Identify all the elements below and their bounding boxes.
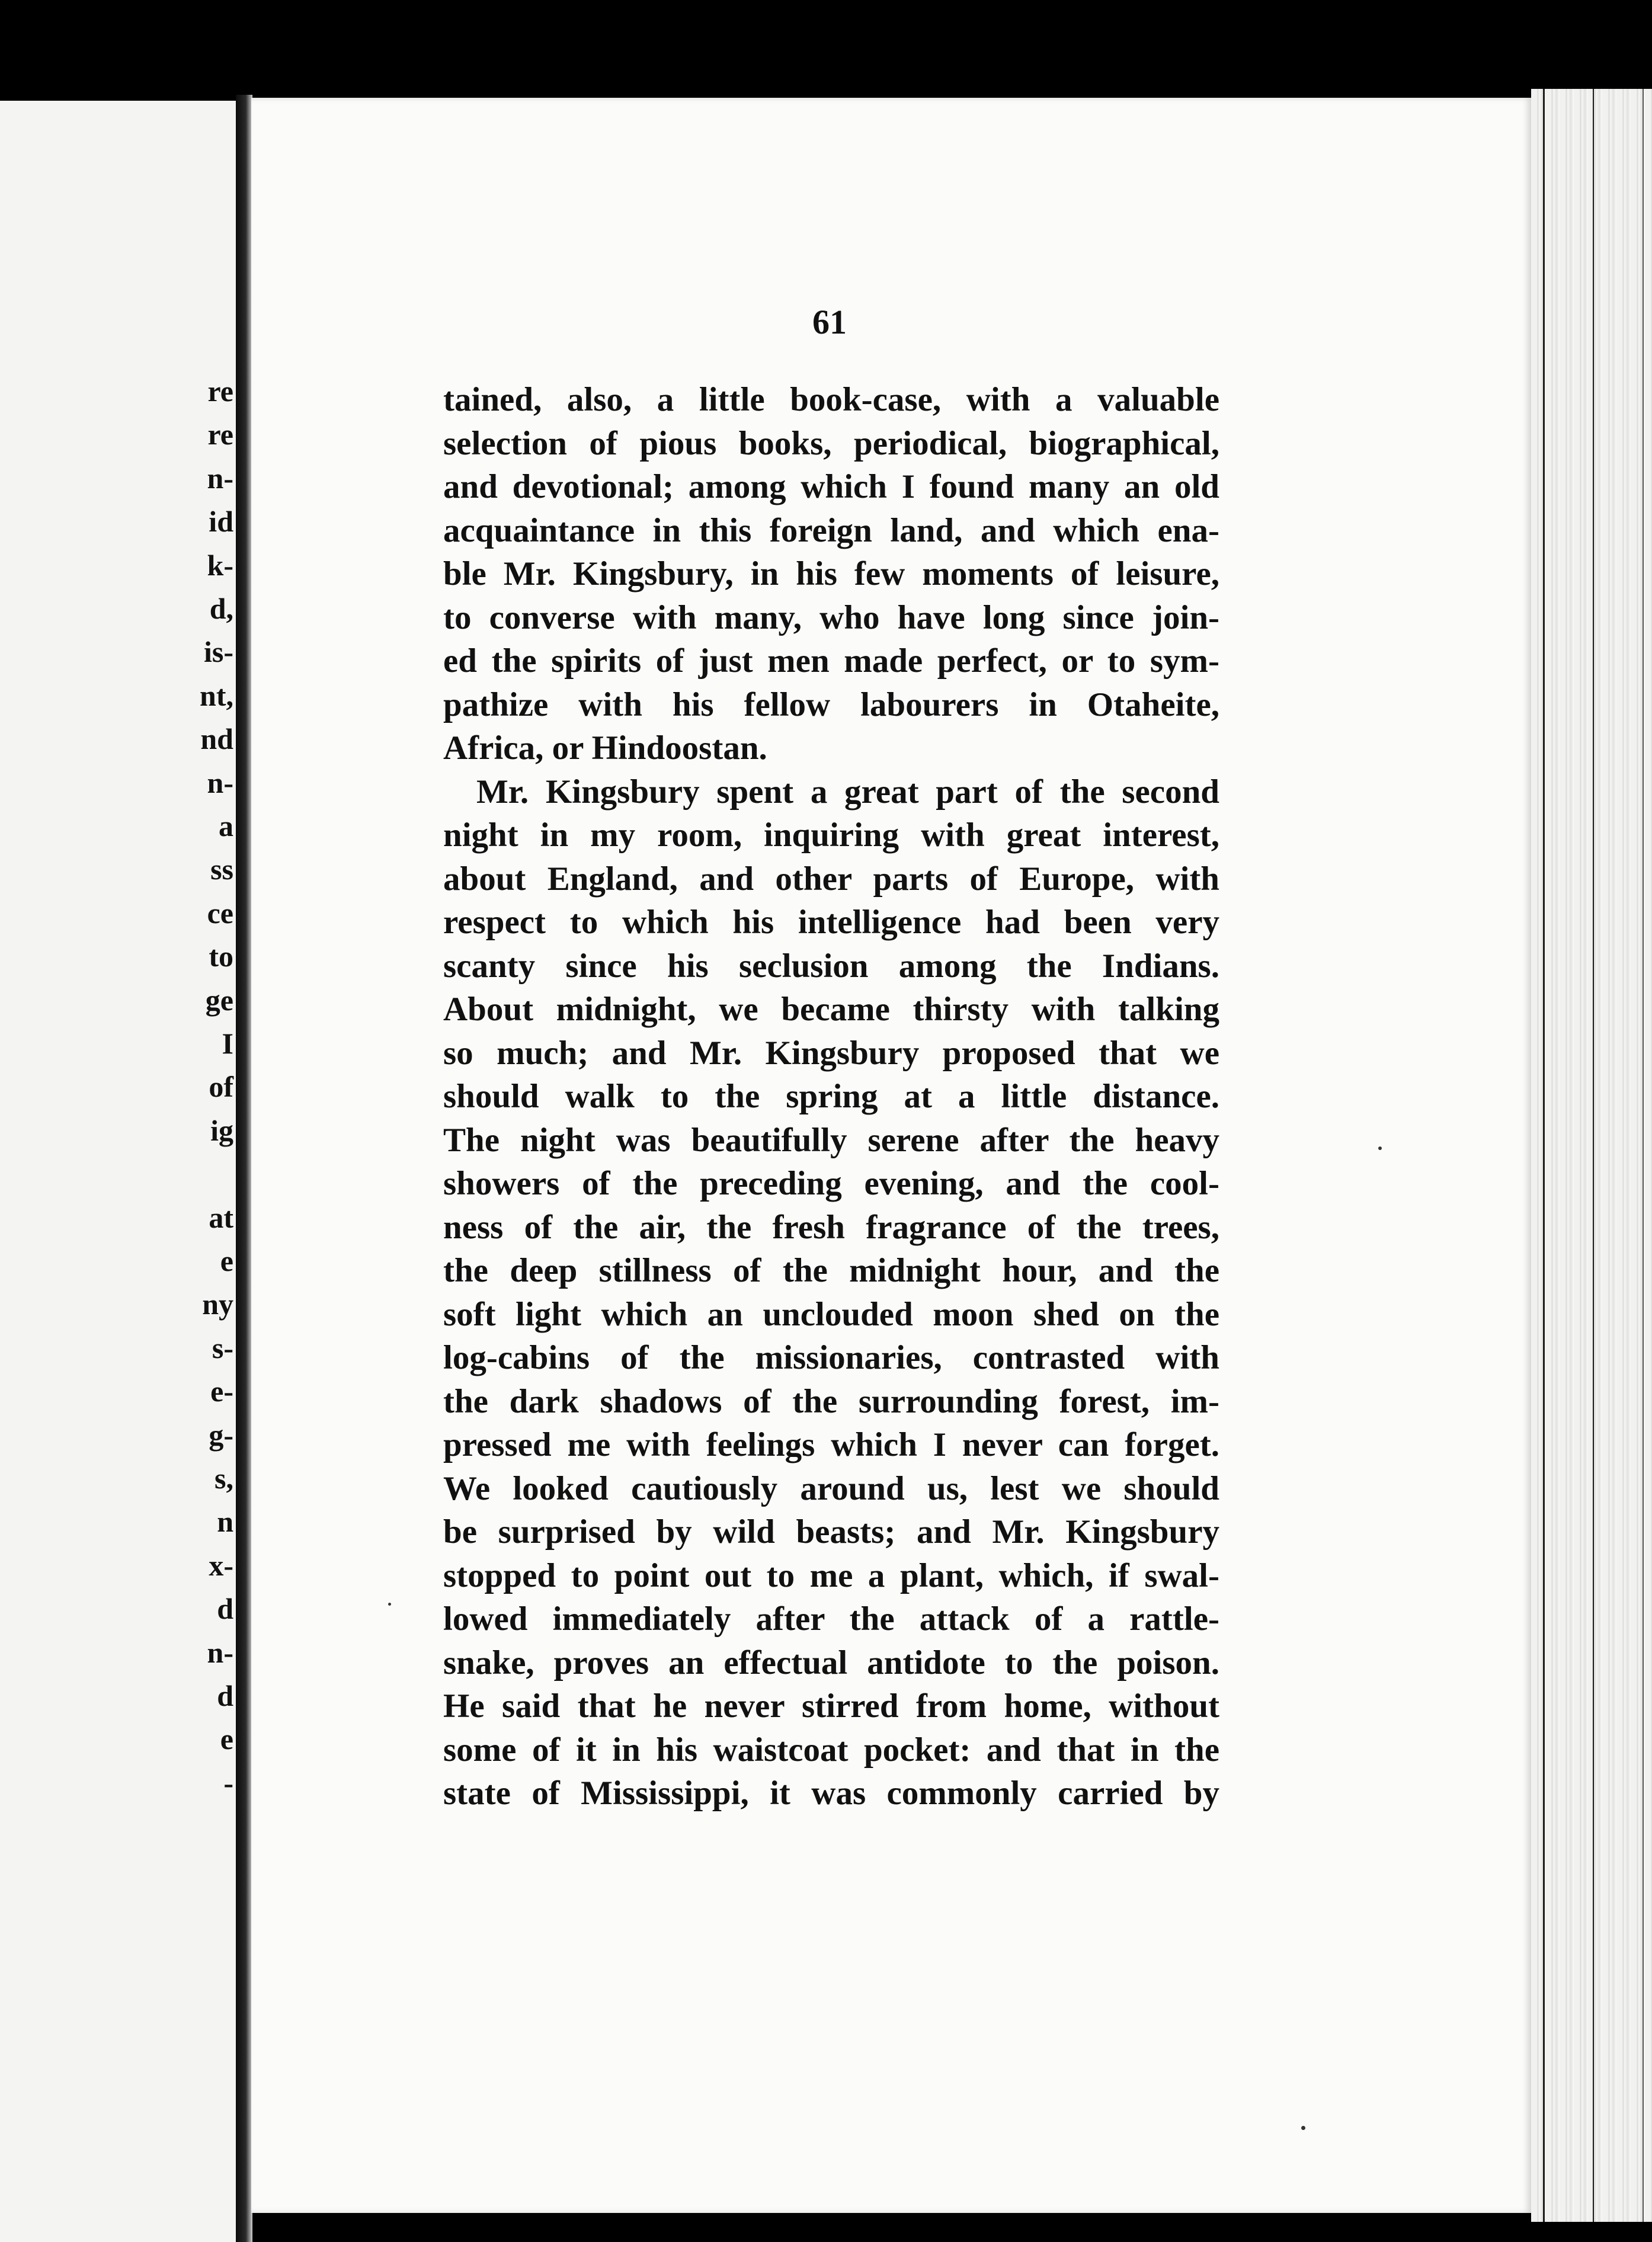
- text-line: ness of the air, the fresh fragrance of the trees,: [443, 1208, 1219, 1246]
- text-line: We looked cautiously around us, lest we should: [443, 1469, 1219, 1507]
- book-gutter: [236, 95, 252, 2242]
- text-line: the dark shadows of the surrounding forest, im-: [443, 1382, 1219, 1420]
- paper-speck: [1301, 2126, 1305, 2130]
- text-line: state of Mississippi, it was commonly carried by: [443, 1775, 1219, 1812]
- fore-edge-line: [1643, 89, 1644, 2222]
- text-line: about England, and other parts of Europe, with: [443, 860, 1219, 898]
- page-number: 61: [812, 303, 847, 341]
- text-line: stopped to point out to me a plant, which, if swal-: [443, 1556, 1219, 1594]
- facing-page-text-fragment: ge: [205, 983, 233, 1017]
- facing-page-text-fragment: e: [220, 1244, 233, 1277]
- facing-page-text-fragment: d: [217, 1592, 233, 1626]
- text-line: should walk to the spring at a little distance.: [443, 1078, 1219, 1115]
- facing-page-text-fragment: -: [223, 1766, 233, 1799]
- facing-page-text-fragment: nd: [200, 722, 233, 756]
- facing-page-text-fragment: I: [222, 1027, 233, 1060]
- text-line: He said that he never stirred from home, without: [443, 1687, 1219, 1725]
- facing-page-text-fragment: ss: [210, 853, 233, 886]
- facing-page-text-fragment: n-: [207, 461, 233, 495]
- facing-page-text-fragment: is-: [204, 635, 233, 669]
- text-line: acquaintance in this foreign land, and which ena-: [443, 511, 1219, 549]
- facing-page-edge: [0, 101, 236, 2242]
- text-line: snake, proves an effectual antidote to the poison.: [443, 1644, 1219, 1682]
- text-line: showers of the preceding evening, and the cool-: [443, 1165, 1219, 1202]
- text-line: some of it in his waistcoat pocket: and that in the: [443, 1731, 1219, 1769]
- facing-page-text-fragment: ce: [207, 896, 233, 930]
- text-line: pressed me with feelings which I never can forget.: [443, 1426, 1219, 1463]
- text-line: so much; and Mr. Kingsbury proposed that we: [443, 1034, 1219, 1072]
- text-line: be surprised by wild beasts; and Mr. Kingsbury: [443, 1513, 1219, 1551]
- text-line: Africa, or Hindoostan.: [443, 729, 767, 767]
- facing-page-text-fragment: n: [217, 1505, 233, 1539]
- text-line: log-cabins of the missionaries, contrasted with: [443, 1339, 1219, 1376]
- facing-page-text-fragment: re: [207, 374, 233, 408]
- text-line: to converse with many, who have long since join-: [443, 598, 1219, 636]
- text-line: About midnight, we became thirsty with talking: [443, 991, 1219, 1028]
- facing-page-text-fragment: x-: [209, 1548, 233, 1582]
- fore-edge-line: [1593, 89, 1594, 2222]
- text-line: the deep stillness of the midnight hour, and the: [443, 1252, 1219, 1289]
- text-line: soft light which an unclouded moon shed on the: [443, 1295, 1219, 1333]
- text-line: ed the spirits of just men made perfect, or to sym-: [443, 642, 1219, 680]
- text-line: night in my room, inquiring with great interest,: [443, 816, 1219, 854]
- text-line: lowed immediately after the attack of a rattle-: [443, 1600, 1219, 1638]
- paper-speck: [388, 1603, 391, 1606]
- text-line: selection of pious books, periodical, biographical,: [443, 424, 1219, 462]
- text-line: pathize with his fellow labourers in Otaheite,: [443, 686, 1219, 723]
- text-line: tained, also, a little book-case, with a valuable: [443, 381, 1219, 418]
- facing-page-text-fragment: s,: [214, 1462, 233, 1495]
- facing-page-text-fragment: nt,: [200, 678, 233, 712]
- facing-page-text-fragment: g-: [209, 1418, 233, 1452]
- facing-page-text-fragment: at: [209, 1200, 233, 1234]
- text-line: The night was beautifully serene after the heavy: [443, 1121, 1219, 1159]
- facing-page-text-fragment: a: [219, 809, 233, 843]
- facing-page-text-fragment: e-: [210, 1375, 233, 1408]
- facing-page-text-fragment: re: [207, 418, 233, 451]
- fore-edge-line: [1543, 89, 1545, 2222]
- facing-page-text-fragment: n-: [207, 766, 233, 799]
- text-line: ble Mr. Kingsbury, in his few moments of leisure,: [443, 555, 1219, 592]
- paper-speck: [1378, 1146, 1382, 1150]
- text-line: Mr. Kingsbury spent a great part of the second: [476, 773, 1219, 811]
- text-line: scanty since his seclusion among the Indians.: [443, 947, 1219, 985]
- facing-page-text-fragment: of: [209, 1070, 233, 1104]
- text-line: respect to which his intelligence had been very: [443, 904, 1219, 941]
- facing-page-text-fragment: ny: [202, 1287, 233, 1321]
- facing-page-text-fragment: e: [220, 1722, 233, 1756]
- facing-page-text-fragment: n-: [207, 1635, 233, 1669]
- facing-page-text-fragment: k-: [207, 548, 233, 582]
- facing-page-text-fragment: to: [209, 940, 233, 973]
- facing-page-text-fragment: ig: [210, 1113, 233, 1147]
- facing-page-text-fragment: id: [209, 505, 233, 539]
- facing-page-text-fragment: d,: [209, 592, 233, 625]
- body-text: [443, 378, 1219, 1815]
- page-fore-edge: [1531, 89, 1652, 2222]
- facing-page-text-fragment: d: [217, 1679, 233, 1712]
- facing-page-text-fragment: s-: [212, 1331, 233, 1365]
- text-line: and devotional; among which I found many an old: [443, 468, 1219, 505]
